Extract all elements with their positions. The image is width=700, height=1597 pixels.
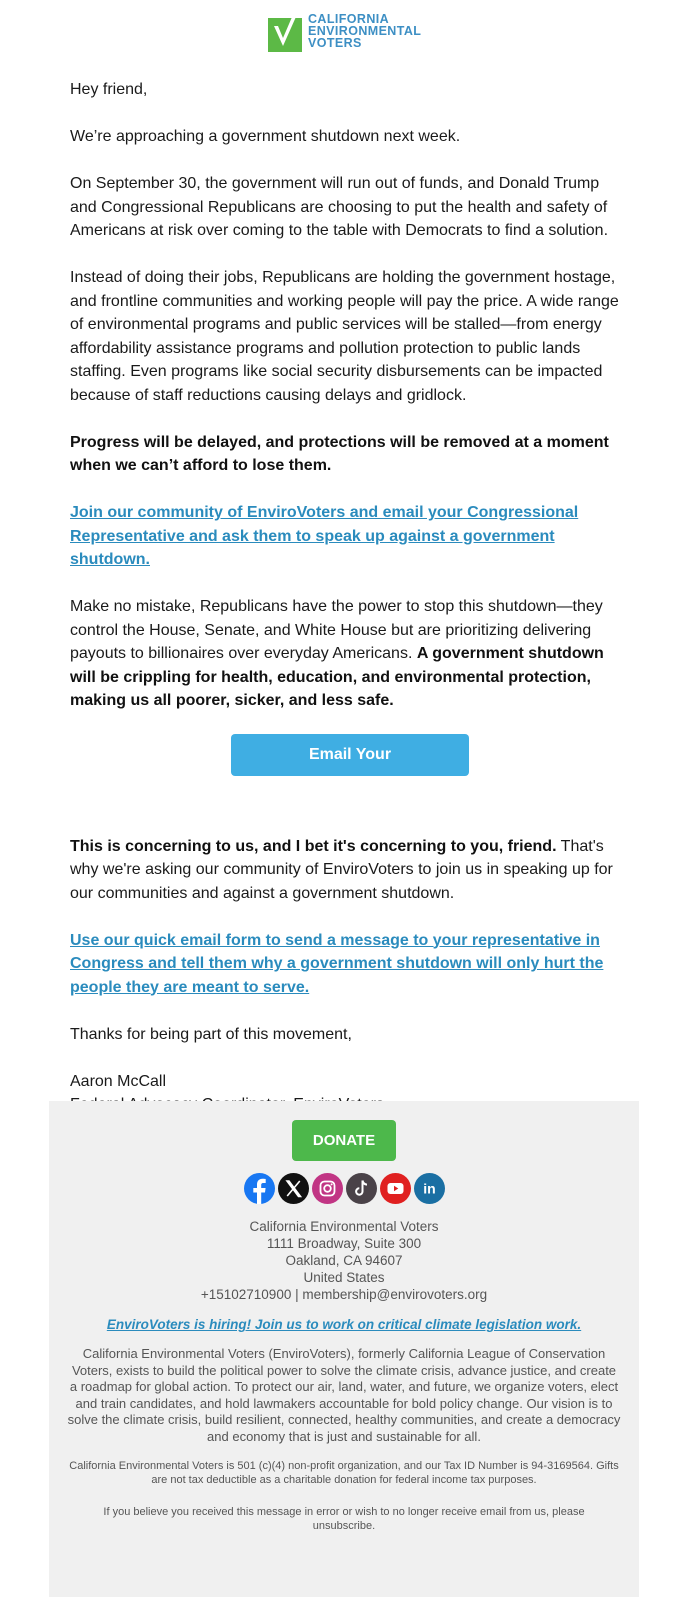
youtube-icon[interactable] <box>380 1173 411 1204</box>
paragraph-6-bold: This is concerning to us, and I bet it's concerning to you, friend. <box>70 837 557 855</box>
paragraph-6-text: That's why we're asking our community of EnviroVoters to join us in speaking up for our communities and against a government shutdown. <box>70 837 613 902</box>
paragraph-3: Instead of doing their jobs, Republicans are holding the government hostage, and frontline communities and working people will pay the price. A wide range of environmental programs and public services will be stalled—from energy affordability assistance programs and pollution protection to public lands staffing. Even programs like social security disbursements can be impacted because of staff reductions causing delays and gridlock. <box>70 269 619 404</box>
logo-line-3: VOTERS <box>308 36 362 50</box>
paragraph-4-bold: Progress will be delayed, and protections will be removed at a moment when we can’t afford to lose them. <box>70 433 609 474</box>
logo-wordmark <box>308 13 421 49</box>
facebook-icon[interactable] <box>244 1173 275 1204</box>
contact-info: +15102710900 | membership@envirovoters.org <box>200 1287 488 1302</box>
org-name: California Environmental Voters <box>249 1219 439 1234</box>
hiring-link[interactable]: EnviroVoters is hiring! Join us to work on critical climate legislation work. <box>106 1317 582 1332</box>
x-icon[interactable] <box>278 1173 309 1204</box>
logo-line-1: CALIFORNIA <box>308 12 390 26</box>
unsubscribe-link[interactable]: unsubscribe <box>312 1520 373 1532</box>
address-country: United States <box>303 1270 385 1285</box>
paragraph-6 <box>70 835 630 906</box>
paragraph-5-text: Make no mistake, Republicans have the power to stop this shutdown—they control the House, Senate, and White House but are prioritizing delivering payouts to billionaires over everyday Americans. <box>70 598 603 662</box>
paragraph-link-1 <box>70 501 630 572</box>
checkmark-logo-icon <box>268 8 304 54</box>
unsubscribe-notice <box>79 1505 609 1533</box>
instagram-icon[interactable] <box>312 1173 343 1204</box>
paragraph-link-2 <box>70 929 630 1000</box>
linkedin-icon[interactable] <box>414 1173 445 1204</box>
cta-wrapper <box>70 734 630 809</box>
email-footer <box>49 1101 639 1597</box>
unsubscribe-text: If you believe you received this message in error or wish to no longer receive email from us, please <box>103 1506 585 1518</box>
mission-statement: California Environmental Voters (EnviroVoters), formerly California League of Conservation Voters, exists to build the political power to solve the climate crisis, advance justice, and create a roadmap for global action. To protect our air, land, water, and future, we organize voters, elect and train candidates, and hold lawmakers accountable for bold policy change. Our vision is to solve the climate crisis, build resilient, connected, healthy communities, and create a democracy and economy that is just and sustainable for all. <box>67 1346 621 1444</box>
paragraph-5 <box>70 595 630 713</box>
email-header <box>0 0 700 70</box>
paragraph-2: On September 30, the government will run out of funds, and Donald Trump and Congressional Republicans are choosing to put the health and safety of Americans at risk over coming to the table with Democrats to find a solution. <box>70 175 609 239</box>
paragraph-4 <box>70 431 630 478</box>
cev-logo[interactable] <box>268 8 421 54</box>
mailing-address <box>49 1218 639 1303</box>
svg-text:in: in <box>422 1180 436 1197</box>
logo-line-2: ENVIRONMENTAL <box>308 24 422 38</box>
unsubscribe-end: . <box>372 1520 376 1532</box>
tax-disclaimer: California Environmental Voters is 501 (c)(4) non-profit organization, and our Tax ID Number is 94-3169564. Gifts are not tax deductible as a charitable donation for federal income tax purposes. <box>69 1460 619 1486</box>
tiktok-icon[interactable] <box>346 1173 377 1204</box>
email-form-link[interactable]: Use our quick email form to send a message to your representative in Congress and tell them why a government shutdown will only hurt the people they are meant to serve. <box>70 931 604 996</box>
address-line-2: Oakland, CA 94607 <box>285 1253 403 1268</box>
social-links <box>49 1173 639 1204</box>
paragraph-5-bold: A government shutdown will be crippling for health, education, and environmental protection, making us all poorer, sicker, and less safe. <box>70 645 604 709</box>
paragraph-1: We’re approaching a government shutdown next week. <box>70 128 461 145</box>
donate-button[interactable]: DONATE <box>292 1120 396 1161</box>
greeting: Hey friend, <box>70 81 148 98</box>
email-body <box>70 78 630 1117</box>
signer-name: Aaron McCall <box>70 1072 167 1090</box>
join-community-link[interactable]: Join our community of EnviroVoters and email your Congressional Representative and ask them to speak up against a government shutdown. <box>70 504 579 568</box>
closing: Thanks for being part of this movement, <box>70 1025 352 1043</box>
address-line-1: 1111 Broadway, Suite 300 <box>266 1236 422 1251</box>
email-representative-button[interactable]: Email Your Representative <box>231 734 469 776</box>
